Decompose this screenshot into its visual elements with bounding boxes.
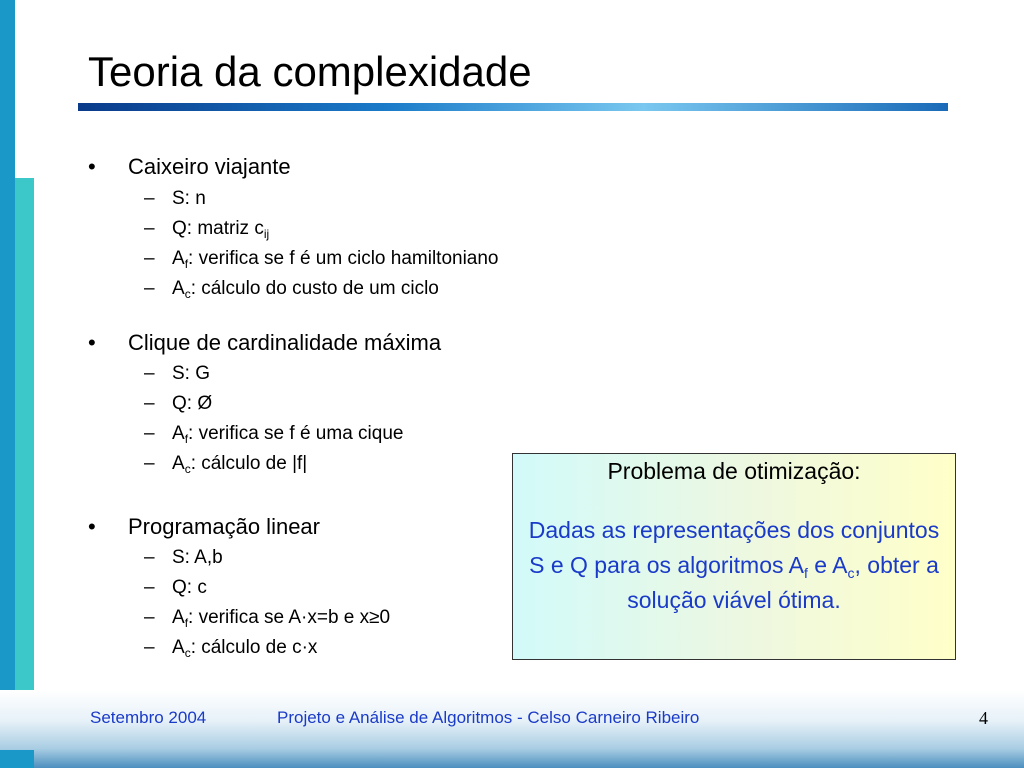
- sub-item-letter: A: [172, 278, 185, 299]
- sub-item-text: S: G: [172, 363, 211, 384]
- sub-item-text: : cálculo do custo de um ciclo: [190, 278, 439, 299]
- callout-text: Dadas as representações dos conjuntos S e Q para os algoritmos A: [528, 517, 940, 578]
- sub-item-text: S: n: [172, 188, 206, 209]
- optimization-callout: [512, 453, 956, 660]
- bullet-mark: •: [88, 330, 96, 355]
- sub-item-text: : verifica se f é um ciclo hamiltoniano: [188, 248, 499, 269]
- subscript: c: [184, 462, 191, 476]
- sub-item-letter: A: [172, 453, 185, 474]
- sub-item-q: [144, 577, 207, 599]
- dash-mark: –: [144, 363, 155, 384]
- callout-heading: Problema de otimização:: [607, 458, 861, 484]
- bullet-mark: •: [88, 514, 96, 539]
- dash-mark: –: [144, 393, 155, 414]
- sub-item-s: [144, 547, 223, 569]
- subscript: c: [184, 646, 191, 660]
- dash-mark: –: [144, 278, 155, 299]
- sub-item-text: S: A,b: [172, 547, 223, 568]
- sub-item-letter: A: [172, 637, 185, 658]
- bullet-mark: •: [88, 154, 96, 179]
- sub-item-ac: [144, 453, 307, 475]
- sub-item-af: [144, 248, 499, 270]
- bullet-text: Programação linear: [128, 514, 320, 539]
- sub-item-letter: A: [172, 607, 185, 628]
- subscript: c: [184, 287, 191, 301]
- sub-item-ac: [144, 637, 317, 659]
- sub-item-text: : verifica se f é uma cique: [188, 423, 404, 444]
- footer-course: Projeto e Análise de Algoritmos - Celso Carneiro Ribeiro: [277, 708, 700, 727]
- subscript: f: [184, 432, 189, 446]
- dash-mark: –: [144, 607, 155, 628]
- sub-item-q: [144, 218, 269, 240]
- sub-item-text: Q: matriz c: [172, 218, 264, 239]
- dash-mark: –: [144, 547, 155, 568]
- subscript: c: [847, 565, 855, 581]
- sub-item-text: : cálculo de |f|: [190, 453, 308, 474]
- sub-item-af: [144, 423, 403, 445]
- dash-mark: –: [144, 423, 155, 444]
- callout-text: e A: [807, 552, 848, 578]
- sub-item-text: : cálculo de c·x: [190, 637, 318, 658]
- sub-item-q: [144, 393, 212, 415]
- dash-mark: –: [144, 248, 155, 269]
- sub-item-letter: A: [172, 423, 185, 444]
- callout-text: , obter a solução viável ótima.: [627, 552, 939, 613]
- sub-item-ac: [144, 278, 439, 300]
- dash-mark: –: [144, 453, 155, 474]
- dash-mark: –: [144, 188, 155, 209]
- subscript: f: [184, 257, 189, 271]
- sub-item-s: [144, 363, 210, 385]
- subscript: ij: [263, 227, 270, 241]
- bullet-clique: [88, 330, 441, 356]
- sub-item-text: Q: c: [172, 577, 207, 598]
- sub-item-text: : verifica se A·x=b e x≥0: [188, 607, 391, 628]
- dash-mark: –: [144, 577, 155, 598]
- footer-date: Setembro 2004: [90, 708, 207, 727]
- subscript: f: [184, 616, 189, 630]
- slide-title: Teoria da complexidade: [88, 48, 532, 95]
- left-accent-bar-bottom: [0, 750, 34, 768]
- callout-body: [513, 513, 955, 618]
- sub-item-s: [144, 188, 206, 210]
- sub-item-text: Q: Ø: [172, 393, 213, 414]
- page-number: 4: [979, 708, 988, 728]
- sub-item-af: [144, 607, 390, 629]
- dash-mark: –: [144, 218, 155, 239]
- footer-band: [0, 690, 1024, 768]
- dash-mark: –: [144, 637, 155, 658]
- bullet-text: Clique de cardinalidade máxima: [128, 330, 442, 355]
- bullet-caixeiro-viajante: [88, 154, 291, 180]
- bullet-programacao-linear: [88, 514, 320, 540]
- subscript: f: [803, 565, 808, 581]
- bullet-text: Caixeiro viajante: [128, 154, 291, 179]
- sub-item-letter: A: [172, 248, 185, 269]
